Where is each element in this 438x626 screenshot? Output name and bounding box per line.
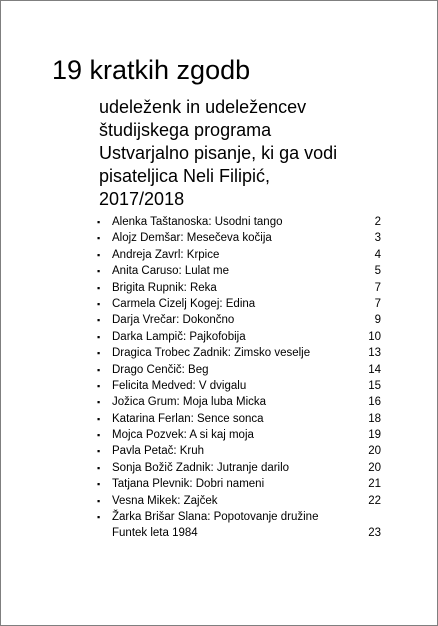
subtitle-line: pisateljica Neli Filipić, [99,166,271,186]
bullet-icon: ▪ [97,462,101,473]
toc-row [97,230,381,246]
toc-item [97,280,381,296]
toc-item [97,476,381,492]
bullet-icon: ▪ [97,331,101,342]
toc-item [97,312,381,328]
toc-page-number: 7 [374,281,381,294]
toc-item [97,493,381,509]
toc-item [97,214,381,230]
toc-entry: Alojz Demšar: Mesečeva kočija [112,232,272,245]
bullet-icon: ▪ [97,430,101,441]
toc-entry: Pavla Petač: Kruh [112,445,205,458]
subtitle-line: 2017/2018 [99,189,185,209]
bullet-icon: ▪ [97,233,101,244]
toc-entry: Drago Cenčič: Beg [112,363,209,376]
toc-item [97,263,381,279]
toc-item [97,509,381,542]
toc-row [97,280,381,296]
toc-row [97,476,381,492]
toc-entry: Mojca Pozvek: A si kaj moja [112,429,254,442]
toc-entry: Sonja Božič Zadnik: Jutranje darilo [112,461,290,474]
toc-row [97,427,381,443]
toc-entry-continuation-text: Funtek leta 1984 [112,527,198,540]
toc-row [97,345,381,361]
document-title: 19 kratkih zgodb [52,55,251,85]
toc-entry: Felicita Medved: V dvigalu [112,379,247,392]
toc-page-number: 10 [368,330,381,343]
toc-entry: Dragica Trobec Zadnik: Zimsko veselje [112,347,311,360]
toc-entry: Darka Lampič: Pajkofobija [112,330,246,343]
toc-item [97,460,381,476]
toc-entry: Žarka Brišar Slana: Popotovanje družine [112,511,319,524]
bullet-icon: ▪ [97,380,101,391]
toc-entry: Katarina Ferlan: Sence sonca [112,412,264,425]
toc-item [97,329,381,345]
toc-entry: Alenka Taštanoska: Usodni tango [112,216,283,228]
bullet-icon: ▪ [97,397,101,408]
toc-page-number: 23 [368,527,381,540]
toc-row [97,460,381,476]
table-of-contents [97,214,381,542]
bullet-icon: ▪ [97,495,101,506]
bullet-icon: ▪ [97,364,101,375]
toc-row [97,411,381,427]
toc-page-number: 20 [368,445,381,458]
toc-item [97,443,381,459]
toc-page-number: 9 [374,314,381,327]
toc-item [97,427,381,443]
toc-page-number: 2 [374,216,381,228]
toc-row [97,312,381,328]
toc-item [97,247,381,263]
toc-entry: Andreja Zavrl: Krpice [112,248,220,261]
toc-row [97,493,381,509]
toc-item [97,296,381,312]
toc-entry-continuation [97,525,381,541]
bullet-icon: ▪ [97,512,101,523]
toc-entry: Carmela Cizelj Kogej: Edina [112,297,256,310]
toc-page-number: 15 [368,379,381,392]
bullet-icon: ▪ [97,446,101,457]
bullet-icon: ▪ [97,413,101,424]
toc-page-number: 7 [374,297,381,310]
toc-entry: Jožica Grum: Moja luba Micka [112,396,267,409]
toc-item [97,411,381,427]
toc-page-number: 18 [368,412,381,425]
toc-row [97,263,381,279]
toc-entry: Tatjana Plevnik: Dobri nameni [112,478,265,491]
toc-item [97,378,381,394]
toc-page-number: 16 [368,396,381,409]
bullet-icon: ▪ [97,282,101,293]
toc-page-number: 13 [368,347,381,360]
toc-row [97,509,381,525]
toc-page-number: 4 [374,248,381,261]
subtitle-line: Ustvarjalno pisanje, ki ga vodi [99,143,338,163]
bullet-icon: ▪ [97,315,101,326]
bullet-icon: ▪ [97,348,101,359]
toc-page-number: 5 [374,265,381,278]
subtitle-line: študijskega programa [99,120,272,140]
toc-entry: Anita Caruso: Lulat me [112,265,229,278]
toc-item [97,345,381,361]
toc-page-number: 20 [368,461,381,474]
subtitle-line: udeleženk in udeležencev [99,97,307,117]
bullet-icon: ▪ [97,217,101,227]
toc-page-number: 14 [368,363,381,376]
toc-page-number: 3 [374,232,381,245]
toc-row [97,247,381,263]
toc-row [97,329,381,345]
toc-entry: Brigita Rupnik: Reka [112,281,217,294]
toc-item [97,394,381,410]
toc-row [97,296,381,312]
bullet-icon: ▪ [97,298,101,309]
toc-entry: Vesna Mikek: Zajček [112,494,218,507]
toc-entry: Darja Vrečar: Dokončno [112,314,235,327]
toc-page-number: 21 [368,478,381,491]
bullet-icon: ▪ [97,479,101,490]
document-subtitle [99,96,419,211]
bullet-icon: ▪ [97,249,101,260]
bullet-icon: ▪ [97,266,101,277]
toc-item [97,362,381,378]
toc-row [97,362,381,378]
toc-item [97,230,381,246]
toc-row [97,378,381,394]
toc-page-number: 22 [368,494,381,507]
toc-row [97,214,381,230]
toc-row [97,443,381,459]
toc-page-number: 19 [368,429,381,442]
toc-row [97,394,381,410]
